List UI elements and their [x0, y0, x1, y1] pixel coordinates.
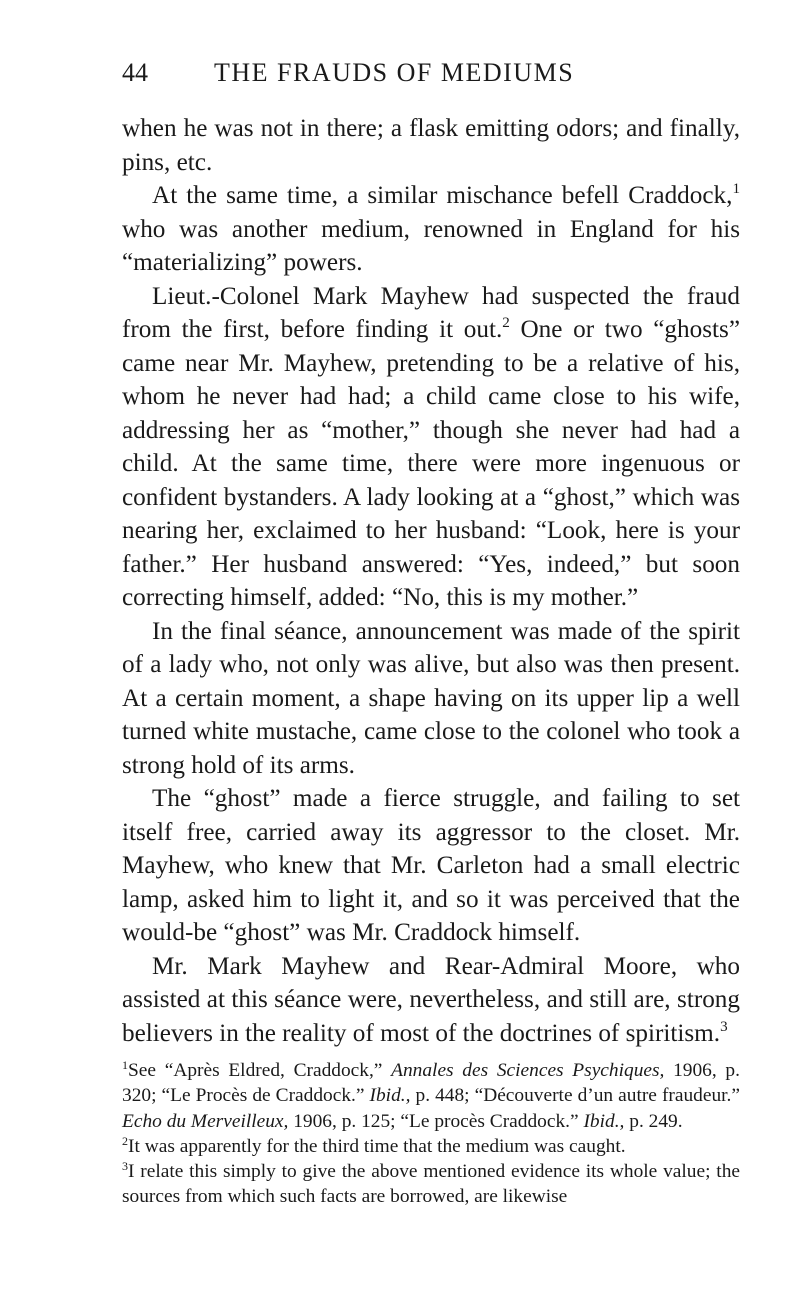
- body-text: [122, 112, 740, 1050]
- footnote-1-text-g: 1906, p. 125; “Le procès Craddock.”: [288, 1110, 584, 1132]
- footnote-1: [122, 1058, 740, 1134]
- footnote-1-journal-title: Annales des Sciences Psychiques,: [391, 1060, 665, 1081]
- paragraph-4: In the final séance, announcement was made of the spirit of a lady who, not only was alive, but also was then present. At a certain moment, a shape having on its upper lip a well turned white mustache, came close to the colonel who took a strong hold of its arms.: [122, 617, 740, 779]
- footnote-1-ibid-1: Ibid.,: [369, 1085, 411, 1107]
- paragraph-6-text: Mr. Mark Mayhew and Rear-Admiral Moore, who assisted at this séance were, nevertheless, and still are, strong believers in the reality of most of the doctrines of spiritism.: [122, 952, 740, 1047]
- paragraph-3-text-b: One or two “ghosts” came near Mr. Mayhew, pretending to be a relative of his, whom he never had had; a child came close to his wife, addressing her as “mother,” though she never had had a child. At the same time, there were more ingenuous or confident bystanders. A lady looking at a “ghost,” which was nearing her, exclaimed to her husband: “Look, here is your father.” Her husband answered: “Yes, indeed,” but soon correcting himself, added: “No, this is my mother.”: [122, 316, 740, 611]
- paragraph-3-text-a: Lieut.-Colonel Mark Mayhew had suspected the fraud from the first, before finding it out.: [122, 282, 740, 343]
- page-number: 44: [122, 58, 148, 87]
- footnote-3: [122, 1159, 740, 1210]
- paragraph-2-text-a: At the same time, a similar mischance befell Craddock,: [152, 182, 733, 209]
- paragraph-3: [122, 280, 740, 615]
- footnote-ref-1: 1: [732, 181, 740, 198]
- footnote-1-text-a: See “Après Eldred, Craddock,”: [128, 1060, 392, 1081]
- footnote-2: [122, 1134, 740, 1159]
- paragraph-1: when he was not in there; a flask emitting odors; and finally, pins, etc.: [122, 115, 740, 176]
- footnote-1-text-e: p. 448; “Découverte d’un autre fraudeur.”: [410, 1085, 740, 1107]
- paragraph-6: [122, 950, 740, 1051]
- paragraph-2: [122, 179, 740, 280]
- footnote-ref-3: 3: [720, 1018, 728, 1035]
- footnote-2-text: It was apparently for the third time that the medium was caught.: [128, 1135, 626, 1157]
- footnote-1-number: 1: [122, 1057, 129, 1072]
- running-head: [122, 58, 740, 98]
- footnote-1-journal-title-2: Echo du Merveilleux,: [122, 1110, 289, 1132]
- paragraph-2-text-b: who was another medium, renowned in England for his “materializing” powers.: [122, 215, 740, 276]
- footnote-2-number: 2: [122, 1133, 129, 1148]
- running-title: THE FRAUDS OF MEDIUMS: [214, 58, 575, 87]
- footnote-3-text: I relate this simply to give the above mentioned evidence its whole value; the sources from which such facts are borrowed, are likewise: [122, 1161, 740, 1208]
- footnotes: [122, 1058, 740, 1210]
- paragraph-5: The “ghost” made a fierce struggle, and failing to set itself free, carried away its aggressor to the closet. Mr. Mayhew, who knew that Mr. Carleton had a small electric lamp, asked him to light it, and so it was perceived that the would-be “ghost” was Mr. Craddock himself.: [122, 785, 740, 946]
- footnote-1-ibid-2: Ibid.,: [583, 1110, 625, 1132]
- footnote-1-text-c: 1906, p. 320; “Le Procès de Craddock.”: [122, 1060, 740, 1107]
- footnote-1-text-i: p. 249.: [624, 1110, 683, 1132]
- footnote-3-number: 3: [122, 1158, 129, 1173]
- footnote-ref-2: 2: [502, 315, 510, 332]
